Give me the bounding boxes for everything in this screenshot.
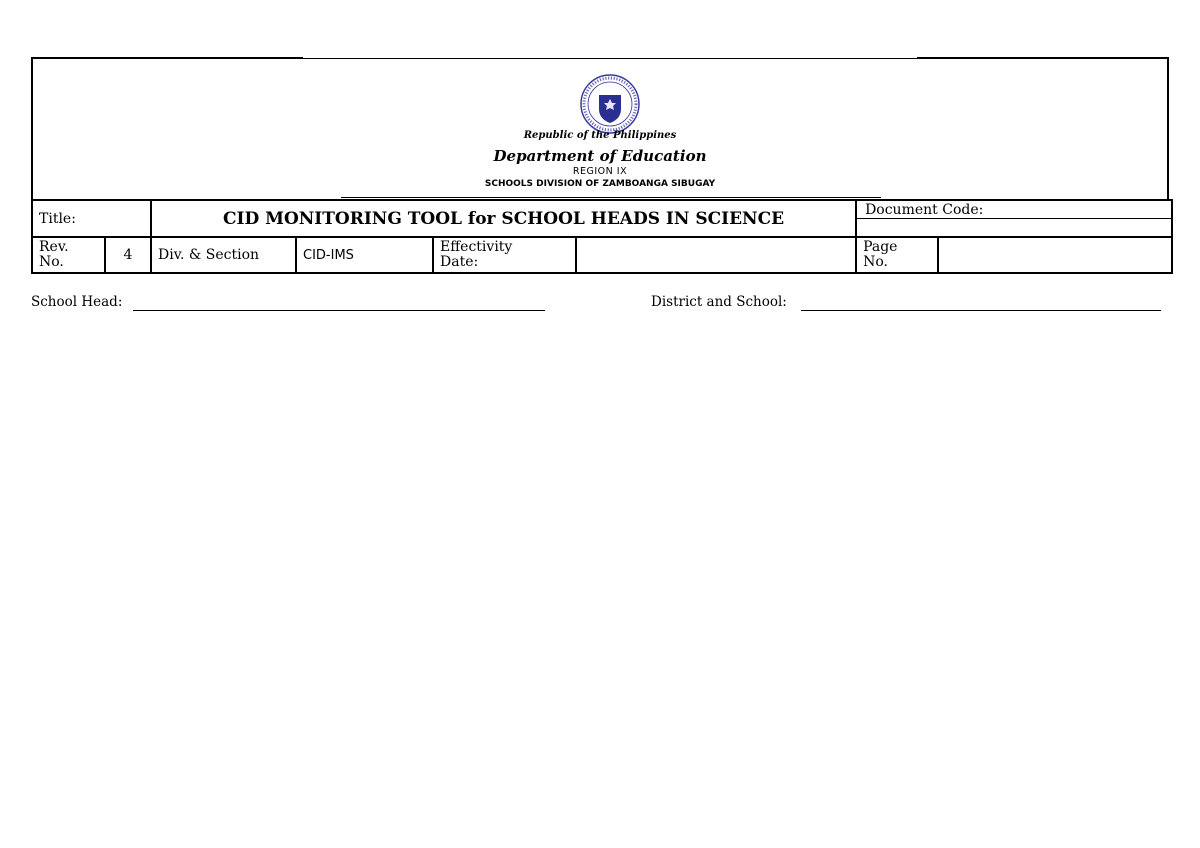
- title-value: CID MONITORING TOOL for SCHOOL HEADS IN SCIENCE: [151, 200, 856, 237]
- school-head-label: School Head:: [31, 294, 123, 310]
- rev-label: [32, 237, 105, 273]
- header-top-thin-line: [303, 58, 917, 59]
- effectivity-label-line2: Date:: [440, 254, 479, 270]
- header-divider: [341, 197, 881, 198]
- document-code-cell: [856, 200, 1172, 237]
- div-section-label: Div. & Section: [151, 237, 296, 273]
- effectivity-label: [433, 237, 576, 273]
- deped-seal-icon: [579, 73, 641, 135]
- district-school-label: District and School:: [651, 294, 787, 310]
- title-label: Title:: [32, 200, 151, 237]
- document-code-value[interactable]: [857, 219, 1171, 236]
- page-label: [856, 237, 938, 273]
- rev-label-line2: No.: [39, 254, 64, 270]
- rev-value: 4: [105, 237, 151, 273]
- revision-row: [32, 237, 1172, 273]
- rev-label-line1: Rev.: [39, 239, 69, 255]
- page-label-line2: No.: [863, 254, 888, 270]
- department-name: Department of Education: [493, 147, 707, 165]
- div-section-value: CID-IMS: [296, 237, 433, 273]
- division-text: SCHOOLS DIVISION OF ZAMBOANGA SIBUGAY: [484, 179, 716, 189]
- region-text: REGION IX: [572, 166, 628, 177]
- republic-text: Republic of the Philippines: [523, 130, 677, 141]
- document-header: [31, 57, 1169, 199]
- document-info-table: [31, 199, 1173, 274]
- page-label-line1: Page: [863, 239, 898, 255]
- title-row: [32, 200, 1172, 237]
- school-head-input-line[interactable]: [133, 310, 545, 311]
- page-value[interactable]: [938, 237, 1172, 273]
- district-school-input-line[interactable]: [801, 310, 1161, 311]
- document-code-label: Document Code:: [857, 201, 1171, 219]
- effectivity-label-line1: Effectivity: [440, 239, 513, 255]
- effectivity-value[interactable]: [576, 237, 856, 273]
